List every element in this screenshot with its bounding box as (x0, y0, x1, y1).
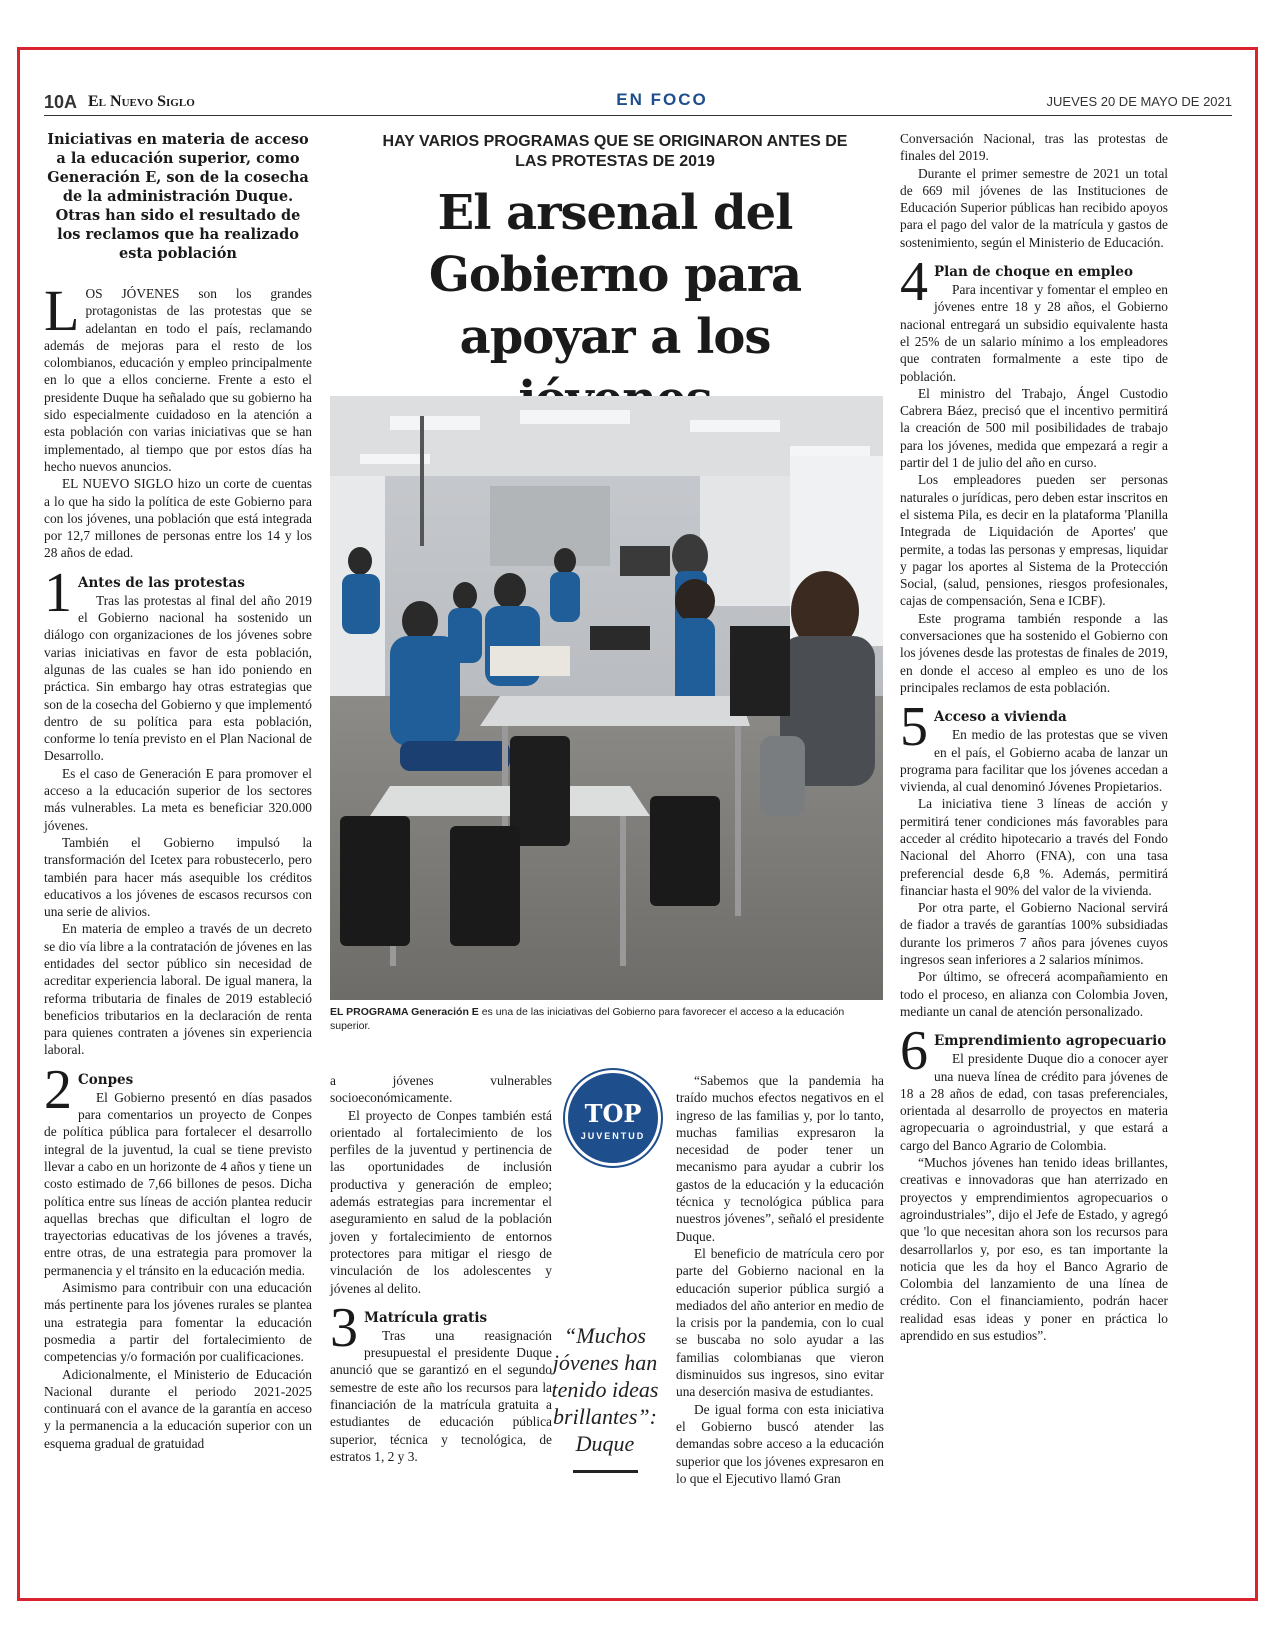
intro-paragraph-2: EL NUEVO SIGLO hizo un corte de cuentas a lo que ha sido la política de este Gobierno para con los jóvenes, una población que está integrada por 12,7 millones de personas entre los 14 y los 28 años de edad. (44, 476, 312, 561)
section-6-number: 6 (900, 1020, 928, 1083)
paragraph: La iniciativa tiene 3 líneas de acción y permitirá tener condiciones más favorables para acceder al crédito hipotecario a través del Fondo Nacional del Ahorro (FNA), con una tasa preferencial desde 6,8 %. Además, permitirá financiar hasta el 90% del valor de la vivienda. (900, 796, 1168, 898)
paragraph: a jóvenes vulnerables socioeconómicamente. (330, 1073, 552, 1106)
section-4-title: Plan de choque en empleo (934, 264, 1133, 281)
paragraph: Adicionalmente, el Ministerio de Educación Nacional durante el periodo 2021-2025 continuará con el avance de la garantía en acceso y la permanencia a la educación superior con un esquema gradual de gratuidad (44, 1366, 312, 1451)
paragraph: En medio de las protestas que se viven en el país, el Gobierno acaba de lanzar un programa para facilitar que los jóvenes accedan a vivienda, al cual denominó Jóvenes Propietarios. (900, 727, 1168, 795)
quote-divider (573, 1470, 638, 1473)
kicker: HAY VARIOS PROGRAMAS QUE SE ORIGINARON ANTES DE LAS PROTESTAS DE 2019 (382, 133, 848, 170)
section-title: EN FOCO (616, 90, 708, 109)
section-5 (900, 696, 1168, 1020)
newspaper-name: El Nuevo Siglo (88, 93, 195, 110)
classroom-illustration (330, 396, 883, 1000)
section-3 (330, 1296, 552, 1465)
section-4 (900, 251, 1168, 696)
section-2 (44, 1058, 312, 1452)
paragraph: Tras una reasignación presupuestal el presidente Duque anunció que se garantizó en el segundo semestre de este año los recursos para la financiación de la matrícula gratuita a estudiantes de educación pública superior, técnica y tecnológica, de estratos 1, 2 y 3. (330, 1327, 552, 1464)
paragraph: Durante el primer semestre de 2021 un total de 669 mil jóvenes de las Instituciones de Educación Superior públicas han recibido apoyos para el pago del valor de la matrícula y gastos de sostenimiento, según el Ministerio de Educación. (900, 165, 1168, 250)
paragraph: “Muchos jóvenes han tenido ideas brillantes, creativas e innovadoras que han aterrizado en proyectos y emprendimientos agropecuarios o agroindustriales”, dijo el Jefe de Estado, y agregó que 'lo que necesitan ahora son los recursos para desarrollarlos y, por eso, es tan importante la noticia que les da hoy el Banco Agrario de Colombia del lanzamiento de una línea de crédito. Con el financiamiento, podrán hacer realidad esas ideas y poner en práctica lo aprendido en sus estudios”. (900, 1155, 1168, 1343)
drop-cap: L (44, 278, 80, 343)
classroom-photo (330, 396, 883, 1000)
section-1-number: 1 (44, 561, 72, 624)
paragraph: El ministro del Trabajo, Ángel Custodio Cabrera Báez, precisó que el incentivo permitirá la creación de 500 mil posibilidades de trabajo para los jóvenes, medida que empezará a regir a partir del 1 de julio del año en curso. (900, 385, 1168, 471)
top-juventud-badge (565, 1070, 661, 1166)
paragraph: Este programa también responde a las conversaciones que ha sostenido el Gobierno con los jóvenes desde las protestas de finales de 2019, en donde el acceso al empleo es uno de los principales reclamos de esta población. (900, 610, 1168, 695)
section-3-number: 3 (330, 1296, 358, 1359)
section-3-title: Matrícula gratis (364, 1309, 488, 1326)
section-1-title: Antes de las protestas (78, 574, 245, 591)
paragraph: Los empleadores pueden ser personas naturales o jurídicas, pero deben estar inscritos en el sistema Pila, es decir en la plataforma 'Planilla Integrada de Liquidación de Aportes' que permite, a todas las personas y empresas, liquidar y pagar los aportes al Sistema de la Protección Social, (salud, pensiones, riesgos profesionales, cajas de compensación, Sena e ICBF). (900, 472, 1168, 609)
pull-quote: “Muchos jóvenes han tenido ideas brillantes”: Duque (551, 1323, 659, 1456)
badge-sub: JUVENTUD (580, 1131, 646, 1141)
paragraph: “Sabemos que la pandemia ha traído muchos efectos negativos en el ingreso de las familias y, por lo tanto, muchas familias expresaron la necesidad de poder tener un mecanismo para ayudar a cubrir los gastos de la educación y la educación técnica y tecnológica pública para nuestros jóvenes”, señaló el presidente Duque. (676, 1073, 884, 1244)
photo-caption: EL PROGRAMA Generación E es una de las iniciativas del Gobierno para favorecer el acceso a la educación superior. (330, 1006, 845, 1032)
masthead (44, 90, 1232, 116)
section-4-number: 4 (900, 251, 928, 314)
paragraph: Conversación Nacional, tras las protestas de finales del 2019. (900, 131, 1168, 164)
right-column (900, 130, 1168, 1344)
headline: El arsenal del Gobierno para apoyar a los (428, 185, 802, 365)
section-5-number: 5 (900, 696, 928, 759)
page-number: 10A (44, 92, 78, 112)
center-column-b (676, 1072, 884, 1487)
section-6 (900, 1020, 1168, 1344)
paragraph: Asimismo para contribuir con una educación más pertinente para los jóvenes rurales se plantea una estrategia para fomentar la educación posmedia a partir del fortalecimiento de competencias y/o formación por cualificaciones. (44, 1280, 312, 1365)
paragraph: Por último, se ofrecerá acompañamiento en todo el proceso, en alianza con Colombia Joven, mediante un canal de atención personalizado. (900, 969, 1168, 1019)
section-2-number: 2 (44, 1058, 72, 1121)
paragraph: Por otra parte, el Gobierno Nacional servirá de fiador a través de garantías 100% subsidiadas durante los primeros 7 años para jóvenes cuyos ingresos sean inferiores a 2 salarios mínimos. (900, 900, 1168, 968)
paragraph: El proyecto de Conpes también está orientado al fortalecimiento de los perfiles de la juventud y pertinencia de las oportunidades de inclusión productiva y generación de empleo; además estrategias para incrementar el aseguramiento en salud de la población joven y fortalecimiento de entornos protectores para mitigar el riesgo de vinculación de los adolescentes y jóvenes al delito. (330, 1107, 552, 1296)
section-2-title: Conpes (78, 1071, 134, 1088)
lead-summary: Iniciativas en materia de acceso a la educación superior, como Generación E, son de la cosecha de la administración Duque. Otras han sido el resultado de los reclamos que ha realizado esta población (47, 131, 309, 262)
issue-date: JUEVES 20 DE MAYO DE 2021 (1046, 94, 1232, 109)
section-5-title: Acceso a vivienda (934, 709, 1067, 726)
paragraph: De igual forma con esta iniciativa el Gobierno buscó atender las demandas sobre acceso a la educación superior que los jóvenes expresaron en lo que el Ejecutivo llamó Gran (676, 1401, 884, 1486)
section-6-title: Emprendimiento agropecuario (934, 1033, 1167, 1050)
badge-main: TOP (584, 1099, 642, 1128)
left-column (44, 130, 312, 1452)
center-column-a (330, 1072, 552, 1465)
paragraph: El presidente Duque dio a conocer ayer una nueva línea de crédito para jóvenes de 18 a 28 años de edad, con tasas preferenciales, orientada al desarrollo de proyectos en materia agropecuaria o agroindustrial, y que estará a cargo del Banco Agrario de Colombia. (900, 1051, 1168, 1153)
paragraph: Es el caso de Generación E para promover el acceso a la educación superior de los sectores más vulnerables. La meta es beneficiar 320.000 jóvenes. (44, 765, 312, 833)
paragraph: Para incentivar y fomentar el empleo en jóvenes entre 18 y 28 años, el Gobierno nacional entregará un subsidio equivalente hasta el 25% de un salario mínimo a los empleadores que contraten formalmente a este tipo de población. (900, 282, 1168, 384)
paragraph: El Gobierno presentó en días pasados para comentarios un proyecto de Conpes de política pública para fortalecer el desarrollo integral de la juventud, la cual se tiene previsto llevar a cabo en un horizonte de 4 años y tiene un costo estimado de 7,66 billones de pesos. Dicha política entre sus líneas de acción plantea reducir aquellas brechas que dificultan el logro de trayectorias educativas de los jóvenes a través, entre otras, de una estrategia para promover la permanencia y el tránsito en la educación media. (44, 1089, 312, 1278)
paragraph: También el Gobierno impulsó la transformación del Icetex para robustecerlo, pero también para hacer más asequible los créditos educativos a los jóvenes de escasos recursos con una serie de alivios. (44, 834, 312, 920)
section-1 (44, 561, 312, 1059)
paragraph: En materia de empleo a través de un decreto se dio vía libre a la contratación de jóvenes en las entidades del sector público sin necesidad de acreditar experiencia laboral. De igual manera, la reforma tributaria de finales de 2019 estableció beneficios tributarios en la declaración de renta para quienes contraten a jóvenes sin experiencia laboral. (44, 921, 312, 1058)
paragraph: El beneficio de matrícula cero por parte del Gobierno nacional en la educación superior pública surgió a mediados del año anterior en medio de la crisis por la pandemia, con lo cual se buscaba no solo ayudar a las familias colombianas que vieron disminuidos sus ingresos, sino evitar una deserción masiva de estudiantes. (676, 1245, 884, 1400)
intro-paragraph-1: LOS JÓVENES son los grandes protagonistas de las protestas que se adelantan en todo el país, reclamando además de mejoras para el resto de los colombianos, educación y empleo principalmente en lo que a ellos concierne. Frente a esto el presidente Duque ha señalado que su gobierno ha sido especialmente cuidadoso en la atención a esta población con varias iniciativas que se han implementado, al tiempo que por estos días ha hecho nuevos anuncios. (44, 278, 312, 474)
paragraph: Tras las protestas al final del año 2019 el Gobierno nacional ha sostenido un diálogo con organizaciones de los jóvenes sobre varias iniciativas en favor de esta población, algunas de las cuales se han ido poniendo en práctica. Sin embargo hay otras estrategias que son de la cosecha del Gobierno y que implementó dentro de su política para esta población, conforme lo tenía previsto en el Plan Nacional de Desarrollo. (44, 592, 312, 764)
